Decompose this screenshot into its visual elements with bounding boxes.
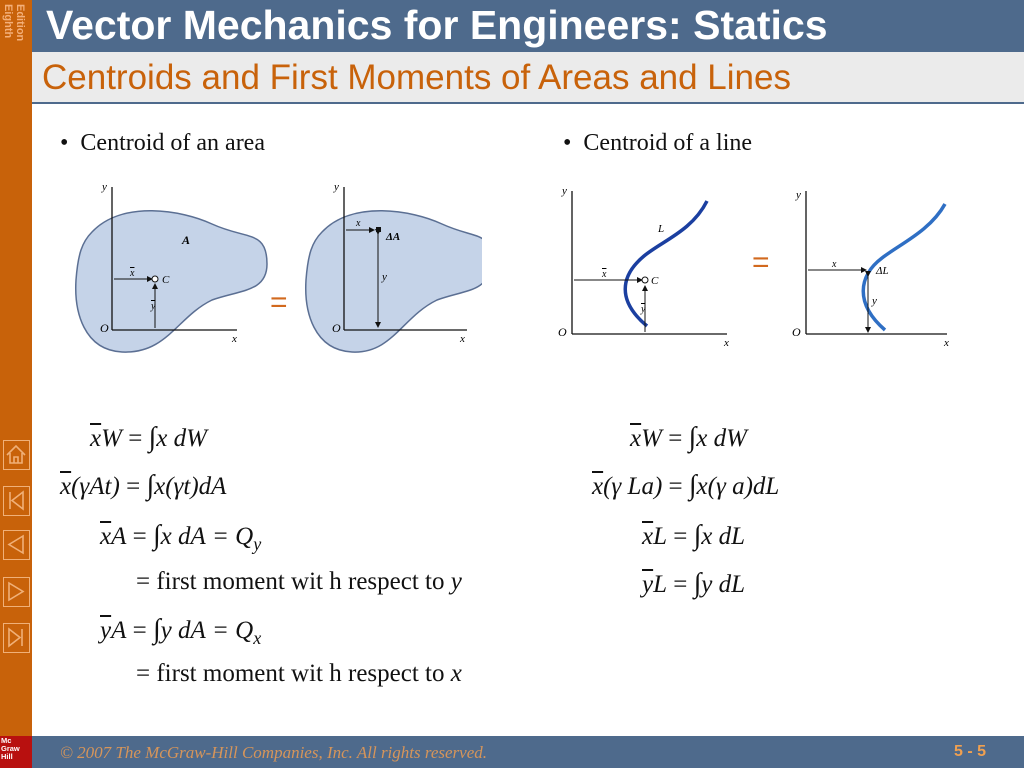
area-equation-3: $\overline{x}A = \int x$ dA = $Q_y$ <box>100 520 262 554</box>
next-slide-icon <box>4 578 28 605</box>
dx-label: x <box>356 218 361 229</box>
right-x-axis-label: x <box>460 333 465 345</box>
left-rail <box>0 0 32 768</box>
edition-line-2: Edition <box>14 4 26 42</box>
line-xbar-label: x <box>602 269 607 280</box>
right-origin-label: O <box>332 321 341 335</box>
first-slide-icon <box>4 487 28 514</box>
logo-line-2: Graw <box>1 744 20 753</box>
line-left-y-label: y <box>562 185 567 197</box>
previous-slide-icon <box>4 531 28 558</box>
slide-subtitle: Centroids and First Moments of Areas and Lines <box>42 58 791 97</box>
line-dy-label: y <box>872 295 877 307</box>
ybar-label: y <box>151 301 156 312</box>
line-right-x-label: x <box>944 337 949 349</box>
centroid-c-label: C <box>162 274 170 286</box>
subtitle-bar <box>32 52 1024 104</box>
area-equation-4: = first moment wit h respect to y <box>136 568 462 595</box>
last-slide-button[interactable] <box>3 623 30 653</box>
page-number: 5 - 5 <box>953 743 986 760</box>
edition-label <box>1 2 31 62</box>
line-equation-4: $\overline{y}L = \int y$ dL <box>642 568 746 599</box>
line-left-origin-label: O <box>558 325 567 339</box>
line-c-label: C <box>651 275 659 287</box>
left-origin-label: O <box>100 321 109 335</box>
bullet-area-text: Centroid of an area <box>80 130 265 156</box>
previous-slide-button[interactable] <box>3 530 30 560</box>
left-y-axis-label: y <box>102 181 107 193</box>
area-equation-6: = first moment wit h respect to x <box>136 660 462 687</box>
line-curve-left <box>625 201 707 326</box>
footer-bar <box>32 736 1024 768</box>
home-button[interactable] <box>3 440 30 470</box>
slide-title: Vector Mechanics for Engineers: Statics <box>46 2 828 48</box>
title-bar <box>32 0 1024 52</box>
copyright-text: © 2007 The McGraw-Hill Companies, Inc. All rights reserved. <box>60 743 488 762</box>
line-equation-1: $\overline{x}W = \int x$ dW <box>630 422 747 453</box>
area-centroid-figure <box>62 172 482 362</box>
line-equation-2: $\overline{x}(\gamma$ La) = ∫x(γ a)dL <box>592 470 780 501</box>
mcgraw-hill-logo <box>0 736 32 768</box>
right-y-axis-label: y <box>334 181 339 193</box>
area-equals-sign: = <box>270 286 288 319</box>
area-equation-5: $\overline{y}A = \int y$ dA = $Q_x$ <box>100 614 262 648</box>
logo-line-3: Hill <box>1 752 13 761</box>
first-slide-button[interactable] <box>3 486 30 516</box>
line-dx-label: x <box>832 259 837 270</box>
logo-line-1: Mc <box>1 736 12 745</box>
delta-a-label: ΔA <box>386 231 401 243</box>
bullet-centroid-line: • Centroid of a line <box>563 130 753 156</box>
dy-label: y <box>382 271 387 283</box>
line-ybar-label: y <box>641 304 646 315</box>
bullet-centroid-area: • Centroid of an area <box>60 130 265 156</box>
line-centroid-figure <box>552 176 962 356</box>
area-equation-1: $\overline{x}W = \int x$ dW <box>90 422 207 453</box>
home-icon <box>4 441 28 468</box>
area-a-label: A <box>182 233 191 247</box>
delta-l-label: ΔL <box>876 265 889 277</box>
area-equation-2: $\overline{x}(\gamma At) = \int x(\gamma t)dA$ <box>60 470 227 501</box>
line-l-label: L <box>658 223 665 235</box>
bullet-line-text: Centroid of a line <box>583 130 753 156</box>
line-equals-sign: = <box>752 246 770 279</box>
left-x-axis-label: x <box>232 333 237 345</box>
last-slide-icon <box>4 624 28 651</box>
edition-line-1: Eighth <box>2 4 14 39</box>
line-left-x-label: x <box>724 337 729 349</box>
xbar-label: x <box>130 268 135 279</box>
line-right-y-label: y <box>796 189 801 201</box>
line-right-origin-label: O <box>792 325 801 339</box>
next-slide-button[interactable] <box>3 577 30 607</box>
line-equation-3: $\overline{x}L = \int x$ dL <box>642 520 746 551</box>
